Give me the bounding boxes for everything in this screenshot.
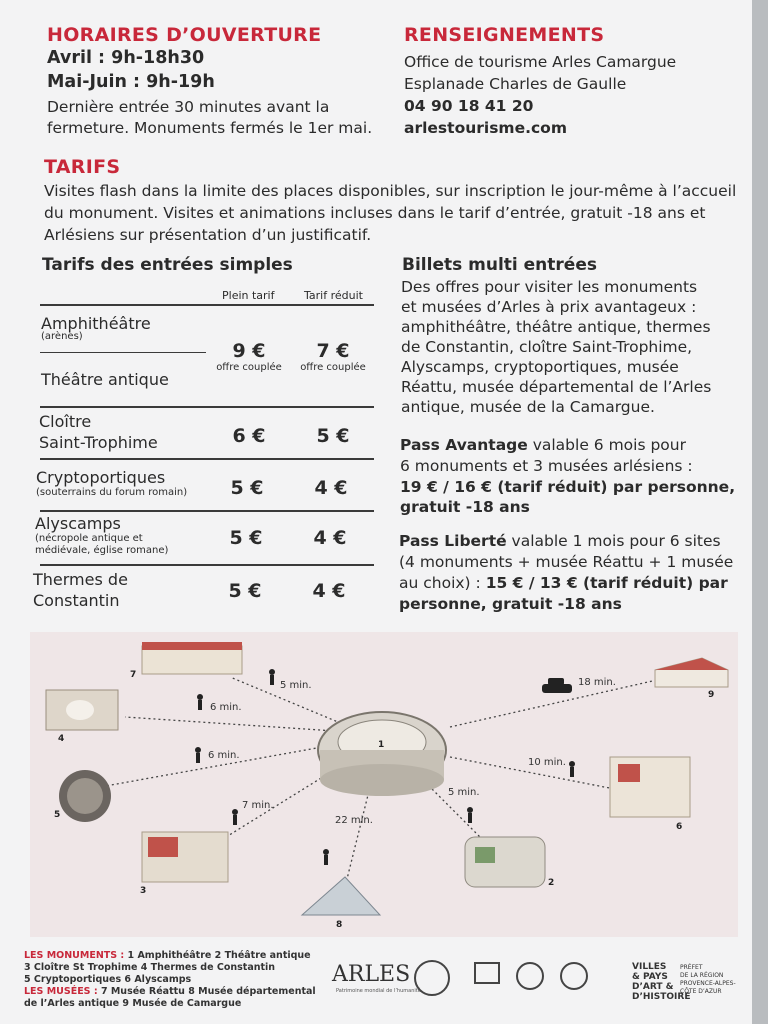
time-label-3: 7 min. xyxy=(242,800,274,811)
table-rule xyxy=(40,564,374,566)
hours-note-2: fermeture. Monuments fermés le 1er mai. xyxy=(47,119,373,137)
multi-heading: Billets multi entrées xyxy=(402,255,597,275)
multi-line-1: Des offres pour visiter les monuments xyxy=(401,278,698,296)
info-heading: RENSEIGNEMENTS xyxy=(404,24,605,46)
building-5-illustration xyxy=(59,770,111,822)
multi-line-7: antique, musée de la Camargue. xyxy=(401,398,655,416)
legend-monuments-items-1: 1 Amphithéâtre 2 Théâtre antique xyxy=(127,950,311,961)
building-6-illustration xyxy=(610,757,690,817)
multi-line-6: Réattu, musée départemental de l’Arles xyxy=(401,378,712,396)
tarifs-heading: TARIFS xyxy=(44,156,121,178)
thermes-reduced-price: 4 € xyxy=(312,580,346,602)
col-full-label: Plein tarif xyxy=(222,289,275,302)
multi-line-2: et musées d’Arles à prix avantageux : xyxy=(401,298,697,316)
row-cloitre-name: Cloître xyxy=(39,412,92,431)
map-number-4: 4 xyxy=(58,734,65,744)
map-number-6: 6 xyxy=(676,822,683,832)
legend-museums-items-1: 7 Musée Réattu 8 Musée départemental xyxy=(100,986,316,997)
legend-museums-1 xyxy=(24,986,316,998)
map-legend xyxy=(24,950,316,1010)
prefet-line-3: PROVENCE-ALPES- xyxy=(680,980,736,987)
combined-reduced-note: offre couplée xyxy=(300,362,366,373)
monuments-map xyxy=(30,632,738,937)
pass-liberte-line-2: (4 monuments + musée Réattu + 1 musée xyxy=(399,553,734,571)
time-label-6: 10 min. xyxy=(528,757,566,768)
pass-avantage-free: gratuit -18 ans xyxy=(400,498,530,516)
legend-monuments-1 xyxy=(24,950,316,962)
pass-avantage-line-1 xyxy=(400,435,686,455)
row-crypto-name: Cryptoportiques xyxy=(36,468,166,487)
map-number-5: 5 xyxy=(54,810,61,820)
pass-liberte-price: 15 € / 13 € (tarif réduit) par xyxy=(485,574,728,592)
combined-reduced-price: 7 € xyxy=(316,340,350,362)
row-amphitheatre-name: Amphithéâtre xyxy=(41,314,151,333)
building-9-illustration xyxy=(655,658,728,687)
row-cloitre-name-2: Saint-Trophime xyxy=(39,433,158,452)
prefet-line-1: PRÉFET xyxy=(680,964,703,971)
building-3-illustration xyxy=(142,832,228,882)
building-4-illustration xyxy=(46,690,118,730)
page-edge xyxy=(752,0,768,1024)
pass-avantage-validity: valable 6 mois pour xyxy=(527,436,686,454)
row-alyscamps-name: Alyscamps xyxy=(35,514,121,533)
table-rule xyxy=(40,510,374,512)
legend-monuments-label: LES MONUMENTS : xyxy=(24,950,128,961)
row-crypto-sub: (souterrains du forum romain) xyxy=(36,487,188,498)
time-label-8: 22 min. xyxy=(335,815,373,826)
villes-line-2: & PAYS xyxy=(632,972,668,982)
prefet-logo xyxy=(680,964,736,996)
hours-april: Avril : 9h-18h30 xyxy=(47,48,205,68)
simple-heading: Tarifs des entrées simples xyxy=(42,255,293,275)
row-thermes-name: Thermes de xyxy=(33,570,128,589)
villes-line-3: D’ART & xyxy=(632,982,674,992)
pass-liberte-line-1 xyxy=(399,531,721,551)
hours-heading: HORAIRES D’OUVERTURE xyxy=(47,24,322,46)
pass-avantage-name: Pass Avantage xyxy=(400,436,528,454)
arles-logo-sub: Patrimoine mondial de l’humanité xyxy=(336,988,421,994)
map-number-2: 2 xyxy=(548,878,555,888)
pass-avantage-line-2: 6 monuments et 3 musées arlésiens : xyxy=(400,457,693,475)
row-alyscamps-sub: (nécropole antique et xyxy=(35,533,143,544)
pass-liberte-line-3 xyxy=(399,573,728,593)
crypto-reduced-price: 4 € xyxy=(314,477,348,499)
legend-monuments-3: 5 Cryptoportiques 6 Alyscamps xyxy=(24,974,192,985)
unesco-temple-icon xyxy=(474,962,500,984)
tarifs-line-1: Visites flash dans la limite des places disponibles, sur inscription le jour-même à l’accueil xyxy=(44,182,737,200)
world-heritage-icon xyxy=(516,962,544,990)
cut-off-heading xyxy=(120,0,128,11)
legend-museums-label: LES MUSÉES : xyxy=(24,986,101,997)
villes-line-1: VILLES xyxy=(632,962,667,972)
car-icon xyxy=(542,678,572,693)
pass-liberte-name: Pass Liberté xyxy=(399,532,507,550)
time-label-5: 6 min. xyxy=(208,750,240,761)
multi-line-5: Alyscamps, cryptoportiques, musée xyxy=(401,358,679,376)
row-theatre-name: Théâtre antique xyxy=(41,370,169,389)
alyscamps-reduced-price: 4 € xyxy=(313,527,347,549)
prefet-line-4: CÔTE D’AZUR xyxy=(680,988,722,995)
time-label-4: 6 min. xyxy=(210,702,242,713)
hours-may-june: Mai-Juin : 9h-19h xyxy=(47,72,215,92)
multi-line-4: de Constantin, cloître Saint-Trophime, xyxy=(401,338,693,356)
legend-monuments-2: 3 Cloître St Trophime 4 Thermes de Constantin xyxy=(24,962,276,973)
row-thermes-name-2: Constantin xyxy=(33,591,120,610)
col-reduced-label: Tarif réduit xyxy=(304,289,363,302)
amphitheatre-illustration xyxy=(318,712,446,796)
time-label-2: 5 min. xyxy=(448,787,480,798)
alyscamps-full-price: 5 € xyxy=(229,527,263,549)
info-website: arlestourisme.com xyxy=(404,119,567,137)
thermes-full-price: 5 € xyxy=(228,580,262,602)
building-2-illustration xyxy=(465,837,545,887)
table-rule xyxy=(40,406,374,408)
arles-logo-text: ARLES xyxy=(332,962,411,987)
santiago-way-icon xyxy=(560,962,588,990)
map-number-7: 7 xyxy=(130,670,137,680)
legend-museums-2: de l’Arles antique 9 Musée de Camargue xyxy=(24,998,242,1009)
building-8-illustration xyxy=(302,877,380,915)
tarifs-line-2: du monument. Visites et animations incluses dans le tarif d’entrée, gratuit -18 ans et xyxy=(44,204,706,222)
combined-full-note: offre couplée xyxy=(216,362,282,373)
hours-note-1: Dernière entrée 30 minutes avant la xyxy=(47,98,330,116)
table-rule xyxy=(40,458,374,460)
multi-line-3: amphithéâtre, théâtre antique, thermes xyxy=(401,318,711,336)
pass-avantage-price: 19 € / 16 € (tarif réduit) par personne, xyxy=(400,478,736,496)
map-number-8: 8 xyxy=(336,920,343,930)
prefet-line-2: DE LA RÉGION xyxy=(680,972,724,979)
map-number-9: 9 xyxy=(708,690,715,700)
tarifs-line-3: Arlésiens sur présentation d’un justificatif. xyxy=(44,226,372,244)
table-rule xyxy=(40,304,374,306)
arles-seal-icon xyxy=(414,960,450,996)
time-label-7: 5 min. xyxy=(280,680,312,691)
pass-liberte-free: personne, gratuit -18 ans xyxy=(399,595,622,613)
time-label-9: 18 min. xyxy=(578,677,616,688)
building-7-illustration xyxy=(142,642,242,674)
pass-liberte-validity: valable 1 mois pour 6 sites xyxy=(506,532,721,550)
info-address: Esplanade Charles de Gaulle xyxy=(404,75,627,93)
table-rule xyxy=(40,352,206,353)
map-number-1: 1 xyxy=(378,740,385,750)
cloitre-full-price: 6 € xyxy=(232,425,266,447)
pass-liberte-choice: au choix) : xyxy=(399,574,486,592)
info-phone: 04 90 18 41 20 xyxy=(404,97,534,115)
row-amphitheatre-sub: (arènes) xyxy=(41,331,83,342)
crypto-full-price: 5 € xyxy=(230,477,264,499)
villes-line-4: D’HISTOIRE xyxy=(632,992,691,1002)
cloitre-reduced-price: 5 € xyxy=(316,425,350,447)
map-number-3: 3 xyxy=(140,886,147,896)
info-office: Office de tourisme Arles Camargue xyxy=(404,53,677,71)
row-alyscamps-sub-2: médiévale, église romane) xyxy=(35,545,169,556)
combined-full-price: 9 € xyxy=(232,340,266,362)
